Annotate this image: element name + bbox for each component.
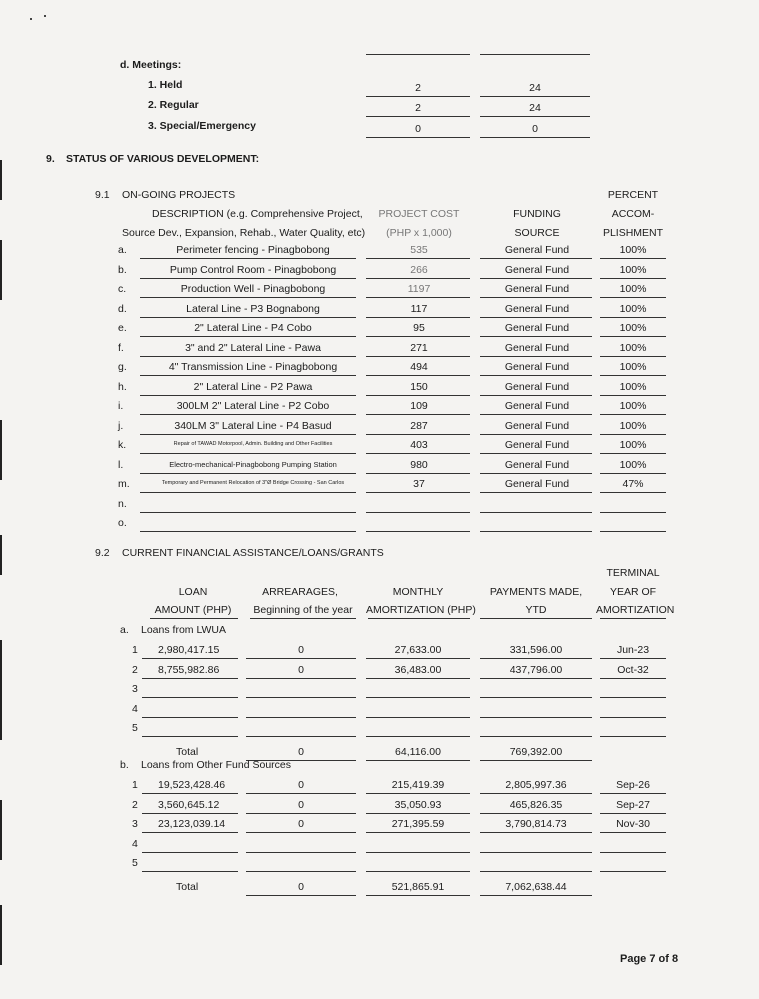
underline: [246, 717, 356, 718]
funding-source: General Fund: [504, 283, 570, 295]
funding-source: General Fund: [504, 478, 570, 490]
meeting-value: 0: [532, 123, 538, 135]
row-letter: n.: [118, 497, 127, 510]
underline: [140, 375, 356, 376]
percent-accomplishment: 100%: [619, 419, 647, 432]
arrearages-value: 0: [298, 644, 304, 656]
loan-row-number: 3: [132, 683, 138, 695]
project-cost: 287: [410, 419, 428, 432]
loan-group-letter: b.: [120, 759, 129, 771]
funding-header-2: SOURCE: [514, 227, 560, 239]
underline: [480, 531, 592, 532]
underline: [480, 760, 592, 761]
underline: [140, 317, 356, 318]
project-cost: 117: [410, 302, 428, 315]
monthly-header-2: AMORTIZATION (PHP): [366, 604, 476, 616]
underline: [366, 473, 470, 474]
terminal-header-3: AMORTIZATION: [596, 604, 675, 616]
underline: [366, 336, 470, 337]
margin-mark: [0, 905, 2, 965]
terminal-header-2: YEAR OF: [609, 586, 657, 598]
funding-source: General Fund: [504, 341, 570, 354]
underline: [480, 678, 592, 679]
meeting-value: 24: [529, 82, 541, 94]
underline: [142, 793, 238, 794]
row-letter: d.: [118, 302, 127, 315]
underline: [600, 258, 666, 259]
loan-row-number: 5: [132, 722, 138, 734]
monthly-header-1: MONTHLY: [392, 586, 444, 598]
funding-source: General Fund: [504, 400, 570, 412]
underline: [366, 395, 470, 396]
project-description: Lateral Line - P3 Bognabong: [186, 302, 320, 315]
percent-accomplishment: 100%: [619, 263, 647, 276]
underline: [480, 297, 592, 298]
underline: [246, 895, 356, 896]
underline: [600, 852, 666, 853]
project-description: 2" Lateral Line - P2 Pawa: [193, 380, 313, 393]
underline: [366, 678, 470, 679]
underline: [246, 678, 356, 679]
underline: [246, 736, 356, 737]
loan-group-title: Loans from Other Fund Sources: [141, 759, 291, 771]
percent-accomplishment: 100%: [619, 322, 647, 334]
underline: [246, 793, 356, 794]
loan-header-2: AMOUNT (PHP): [154, 604, 232, 616]
underline: [140, 531, 356, 532]
loan-row-number: 3: [132, 818, 138, 830]
total-arrearages: 0: [298, 745, 304, 758]
underline: [142, 717, 238, 718]
underline: [366, 717, 470, 718]
meeting-value: 2: [415, 102, 421, 114]
loan-row-number: 5: [132, 857, 138, 869]
underline: [366, 375, 470, 376]
underline: [480, 492, 592, 493]
underline: [142, 871, 238, 872]
percent-header-1: PERCENT: [607, 189, 659, 201]
underline: [246, 697, 356, 698]
funding-source: General Fund: [504, 263, 570, 276]
row-letter: h.: [118, 380, 127, 393]
project-cost: 266: [410, 263, 428, 276]
underline: [246, 871, 356, 872]
underline: [600, 356, 666, 357]
underline: [600, 473, 666, 474]
total-label: Total: [176, 745, 199, 758]
underline: [246, 832, 356, 833]
underline: [480, 658, 592, 659]
loan-amount: 2,980,417.15: [158, 644, 220, 656]
underline: [140, 336, 356, 337]
underline: [366, 137, 470, 138]
underline: [366, 852, 470, 853]
project-description: 300LM 2" Lateral Line - P2 Cobo: [176, 400, 330, 412]
underline: [366, 697, 470, 698]
underline: [140, 453, 356, 454]
arrearages-header-2: Beginning of the year: [253, 604, 353, 616]
funding-source: General Fund: [504, 322, 570, 334]
project-description: Perimeter fencing - Pinagbobong: [176, 244, 330, 256]
funding-source: General Fund: [504, 244, 570, 256]
percent-accomplishment: 100%: [619, 458, 647, 471]
funding-source: General Fund: [504, 361, 570, 373]
underline: [480, 414, 592, 415]
loan-group-letter: a.: [120, 624, 129, 636]
loan-amount: 3,560,645.12: [158, 798, 220, 811]
project-description: 2" Lateral Line - P4 Cobo: [194, 322, 312, 334]
meeting-value: 0: [415, 123, 421, 135]
underline: [366, 116, 470, 117]
underline: [140, 414, 356, 415]
underline: [366, 760, 470, 761]
underline: [600, 297, 666, 298]
project-cost: 109: [410, 400, 428, 412]
project-cost: 1197: [407, 283, 431, 295]
terminal-year: Jun-23: [616, 644, 650, 656]
project-cost: 271: [410, 341, 428, 354]
underline: [246, 852, 356, 853]
underline: [600, 736, 666, 737]
funding-source: General Fund: [504, 458, 570, 471]
underline: [366, 278, 470, 279]
underline: [480, 375, 592, 376]
project-cost: 37: [413, 478, 425, 490]
underline: [140, 434, 356, 435]
underline: [480, 137, 590, 138]
underline: [366, 512, 470, 513]
underline: [142, 852, 238, 853]
funding-header-1: FUNDING: [513, 208, 561, 220]
margin-mark: [0, 240, 2, 300]
subsection-title: CURRENT FINANCIAL ASSISTANCE/LOANS/GRANTS: [122, 547, 384, 559]
row-letter: j.: [118, 419, 124, 432]
arrearages-value: 0: [298, 779, 304, 791]
project-description: 3" and 2" Lateral Line - Pawa: [185, 341, 321, 354]
row-letter: i.: [118, 400, 124, 412]
section-title: STATUS OF VARIOUS DEVELOPMENT:: [66, 153, 260, 165]
percent-accomplishment: 100%: [619, 244, 647, 256]
underline: [480, 258, 592, 259]
row-letter: o.: [118, 517, 127, 529]
underline: [140, 512, 356, 513]
monthly-amortization: 271,395.59: [391, 818, 445, 830]
subsection-title: ON-GOING PROJECTS: [122, 189, 236, 201]
underline: [366, 434, 470, 435]
payments-header-2: YTD: [525, 604, 547, 616]
underline: [600, 317, 666, 318]
margin-mark: [0, 800, 2, 860]
underline: [140, 492, 356, 493]
row-letter: c.: [118, 283, 127, 295]
underline: [600, 697, 666, 698]
underline: [480, 512, 592, 513]
loan-amount: 23,123,039.14: [158, 818, 226, 830]
percent-accomplishment: 100%: [619, 361, 647, 373]
terminal-year: Oct-32: [617, 663, 649, 676]
funding-source: General Fund: [504, 302, 570, 315]
terminal-year: Sep-26: [616, 779, 650, 791]
underline: [480, 278, 592, 279]
underline: [142, 813, 238, 814]
row-letter: k.: [118, 439, 127, 451]
page-number: Page 7 of 8: [620, 953, 679, 965]
funding-source: General Fund: [504, 419, 570, 432]
loan-amount: 19,523,428.46: [158, 779, 226, 791]
row-letter: f.: [118, 341, 124, 354]
percent-accomplishment: 47%: [622, 478, 644, 490]
underline: [366, 356, 470, 357]
underline: [480, 717, 592, 718]
meeting-label: 1. Held: [148, 79, 183, 91]
underline: [480, 895, 592, 896]
funding-source: General Fund: [504, 439, 570, 451]
loan-row-number: 2: [132, 663, 138, 676]
description-header-2: Source Dev., Expansion, Rehab., Water Quality, etc): [122, 227, 366, 239]
percent-header-3: PLISHMENT: [602, 227, 664, 239]
underline: [366, 871, 470, 872]
underline: [142, 832, 238, 833]
cost-header-2: (PHP x 1,000): [386, 227, 452, 239]
monthly-amortization: 215,419.39: [391, 779, 445, 791]
row-letter: m.: [118, 478, 130, 490]
row-letter: l.: [118, 458, 124, 471]
underline: [480, 871, 592, 872]
underline: [600, 414, 666, 415]
underline: [600, 512, 666, 513]
project-description: 340LM 3" Lateral Line - P4 Basud: [174, 419, 332, 432]
subsection-number: 9.1: [95, 189, 110, 201]
underline: [600, 453, 666, 454]
terminal-year: Sep-27: [616, 798, 650, 811]
underline: [600, 434, 666, 435]
underline: [480, 697, 592, 698]
percent-header-2: ACCOM-: [611, 208, 655, 220]
row-letter: g.: [118, 361, 127, 373]
project-description: Repair of TAWAD Motorpool, Admin. Building and Other Facilities: [173, 441, 333, 447]
terminal-year: Nov-30: [616, 818, 650, 830]
percent-accomplishment: 100%: [619, 283, 647, 295]
underline: [600, 717, 666, 718]
underline: [480, 434, 592, 435]
terminal-header-1: TERMINAL: [606, 567, 660, 579]
margin-mark: [0, 640, 2, 740]
underline: [246, 813, 356, 814]
underline: [366, 832, 470, 833]
underline: [366, 96, 470, 97]
arrearages-value: 0: [298, 818, 304, 830]
underline: [366, 736, 470, 737]
payments-header-1: PAYMENTS MADE,: [489, 586, 583, 598]
underline: [366, 531, 470, 532]
loan-header-1: LOAN: [178, 586, 208, 598]
project-cost: 95: [413, 322, 425, 334]
underline: [480, 736, 592, 737]
underline: [140, 395, 356, 396]
underline: [480, 793, 592, 794]
monthly-amortization: 27,633.00: [394, 644, 442, 656]
underline: [366, 453, 470, 454]
underline: [480, 336, 592, 337]
loan-row-number: 2: [132, 798, 138, 811]
meeting-value: 24: [529, 102, 541, 114]
underline: [480, 453, 592, 454]
underline: [366, 492, 470, 493]
underline: [366, 297, 470, 298]
percent-accomplishment: 100%: [619, 439, 647, 451]
percent-accomplishment: 100%: [619, 341, 647, 354]
underline: [600, 871, 666, 872]
payments-made: 437,796.00: [509, 663, 563, 676]
underline: [366, 895, 470, 896]
total-label: Total: [176, 880, 199, 893]
meeting-value: 2: [415, 82, 421, 94]
project-description: Electro-mechanical-Pinagbobong Pumping Station: [169, 459, 337, 469]
underline: [600, 395, 666, 396]
payments-made: 3,790,814.73: [505, 818, 567, 830]
meeting-label: 2. Regular: [148, 99, 199, 111]
monthly-amortization: 35,050.93: [394, 798, 442, 811]
loan-row-number: 4: [132, 702, 138, 715]
underline: [366, 813, 470, 814]
project-cost: 980: [410, 458, 428, 471]
underline: [600, 813, 666, 814]
underline: [140, 473, 356, 474]
underline: [480, 317, 592, 318]
percent-accomplishment: 100%: [619, 380, 647, 393]
total-monthly: 521,865.91: [391, 880, 445, 893]
total-arrearages: 0: [298, 880, 304, 893]
total-payments: 7,062,638.44: [505, 880, 567, 893]
underline: [600, 336, 666, 337]
total-payments: 769,392.00: [509, 745, 563, 758]
project-cost: 535: [410, 244, 428, 256]
underline: [480, 832, 592, 833]
arrearages-value: 0: [298, 798, 304, 811]
underline: [366, 414, 470, 415]
margin-mark: [0, 420, 2, 480]
underline: [480, 356, 592, 357]
loan-row-number: 4: [132, 837, 138, 850]
underline: [480, 473, 592, 474]
section-number: 9.: [46, 153, 55, 165]
underline: [600, 492, 666, 493]
row-letter: e.: [118, 322, 127, 334]
loan-row-number: 1: [132, 779, 138, 791]
underline: [480, 395, 592, 396]
project-description: Production Well - Pinagbobong: [180, 283, 326, 295]
meetings-label: d. Meetings:: [120, 59, 182, 71]
total-monthly: 64,116.00: [395, 745, 441, 758]
underline: [142, 658, 238, 659]
underline: [246, 658, 356, 659]
underline: [480, 96, 590, 97]
underline: [140, 297, 356, 298]
subsection-number: 9.2: [95, 547, 110, 559]
loan-amount: 8,755,982.86: [158, 663, 220, 676]
arrearages-header-1: ARREARAGES,: [262, 586, 338, 598]
underline: [140, 258, 356, 259]
underline: [142, 678, 238, 679]
underline: [140, 356, 356, 357]
underline: [142, 736, 238, 737]
payments-made: 331,596.00: [509, 644, 563, 656]
description-header-1: DESCRIPTION (e.g. Comprehensive Project,: [152, 208, 363, 220]
project-cost: 150: [410, 380, 428, 393]
underline: [600, 375, 666, 376]
project-cost: 403: [410, 439, 428, 451]
underline: [366, 658, 470, 659]
percent-accomplishment: 100%: [619, 400, 647, 412]
underline: [366, 317, 470, 318]
underline: [480, 813, 592, 814]
project-description: Pump Control Room - Pinagbobong: [169, 263, 337, 276]
payments-made: 2,805,997.36: [505, 779, 567, 791]
underline: [142, 697, 238, 698]
payments-made: 465,826.35: [509, 798, 563, 811]
underline: [600, 278, 666, 279]
underline: [366, 793, 470, 794]
underline: [600, 531, 666, 532]
project-cost: 494: [410, 361, 428, 373]
loan-row-number: 1: [132, 644, 138, 656]
monthly-amortization: 36,483.00: [394, 663, 442, 676]
meeting-label: 3. Special/Emergency: [148, 120, 256, 132]
cost-header-1: PROJECT COST: [378, 208, 460, 220]
arrearages-value: 0: [298, 663, 304, 676]
row-letter: b.: [118, 263, 127, 276]
underline: [480, 852, 592, 853]
margin-mark: [0, 535, 2, 575]
percent-accomplishment: 100%: [619, 302, 647, 315]
speck: [44, 15, 46, 17]
speck: [30, 18, 32, 20]
underline: [480, 116, 590, 117]
underline: [600, 658, 666, 659]
project-description: 4" Transmission Line - Pinagbobong: [168, 361, 338, 373]
loan-group-title: Loans from LWUA: [141, 624, 226, 636]
underline: [140, 278, 356, 279]
funding-source: General Fund: [504, 380, 570, 393]
underline: [600, 793, 666, 794]
row-letter: a.: [118, 244, 127, 256]
project-description: Temporary and Permanent Relocation of 3"Ø Bridge Crossing - San Carlos: [161, 480, 345, 486]
underline: [600, 678, 666, 679]
underline: [366, 258, 470, 259]
underline: [600, 832, 666, 833]
margin-mark: [0, 160, 2, 200]
